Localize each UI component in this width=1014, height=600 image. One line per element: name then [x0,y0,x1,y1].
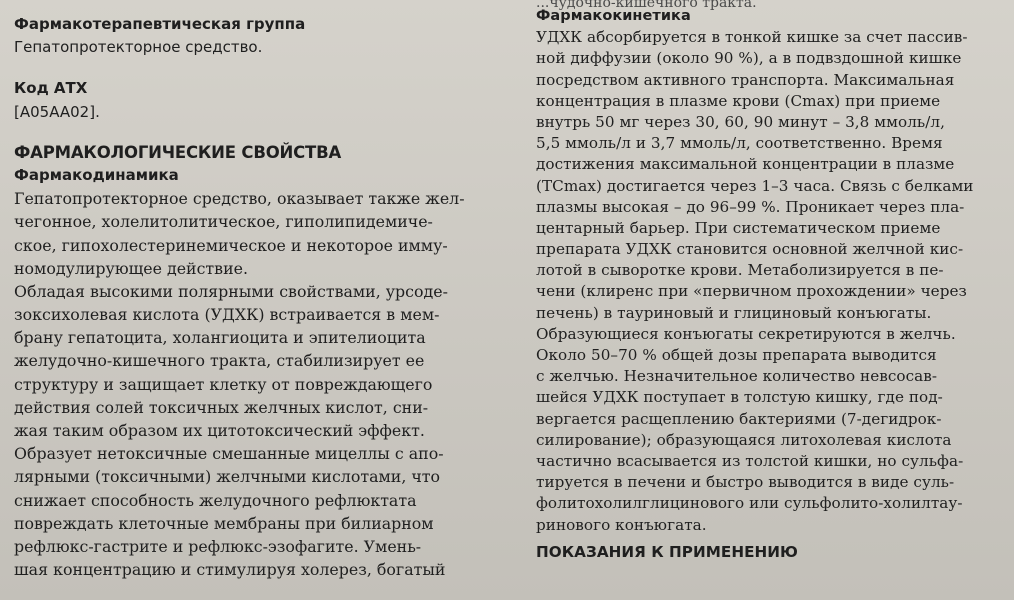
text-line: внутрь 50 мг через 30, 60, 90 минут – 3,8 ммоль/л, [536,112,945,131]
text-line: 5,5 ммоль/л и 3,7 ммоль/л, соответственно. Время [536,134,943,153]
pharmacotherapeutic-group-heading: Фармакотерапевтическая группа [14,15,306,33]
pharmacodynamics-text [14,187,496,581]
left-column [14,0,496,600]
text-line: частично всасывается из толстой кишки, но сульфа- [536,451,964,470]
text-line: плазмы высокая – до 96–99 %. Проникает через пла- [536,197,965,216]
text-line: фолитохолилглицинового или сульфолито-холилтау- [536,494,963,513]
text-line: чегонное, холелитолитическое, гиполипидемиче- [14,212,433,232]
cut-off-top-line: ...чудочно-кишечного тракта. [536,0,757,11]
pharmacotherapeutic-group-value: Гепатопротекторное средство. [14,38,263,57]
text-line: шейся УДХК поступает в толстую кишку, где под- [536,388,943,407]
text-line: Около 50–70 % общей дозы препарата выводится [536,346,937,364]
text-line: силирование); образующаяся литохолевая кислота [536,430,952,449]
text-line: жая таким образом их цитотоксический эффект. [14,421,425,440]
text-line: рефлюкс-гастрите и рефлюкс-эзофагите. Умень- [14,536,422,556]
text-line: номодулирующее действие. [14,258,248,278]
text-line: ское, гипохолестеринемическое и некоторое имму- [14,235,448,255]
text-line: действия солей токсичных желчных кислот, сни- [14,397,429,417]
text-line: тируется в печени и быстро выводится в виде суль- [536,473,955,492]
pharmacokinetics-heading: Фармакокинетика [536,8,691,24]
text-line: ной диффузии (около 90 %), а в подвздошной кишке [536,49,962,68]
pharmacological-properties-heading: ФАРМАКОЛОГИЧЕСКИЕ СВОЙСТВА [14,142,342,162]
pharmacokinetics-text [536,27,1010,563]
text-line: ринового конъюгата. [536,515,707,534]
text-line: зоксихолевая кислота (УДХК) встраивается в мем- [14,305,440,325]
text-line: Образующиеся конъюгаты секретируются в желчь. [536,324,956,343]
text-line: концентрация в плазме крови (Cmax) при приеме [536,91,941,110]
pharmacodynamics-heading: Фармакодинамика [14,165,179,184]
text-line: снижает способность желудочного рефлюктата [14,490,417,510]
text-line: вергается расщеплению бактериями (7-дегидрок- [536,409,942,428]
text-line: структуру и защищает клетку от повреждающего [14,374,433,394]
text-line: лотой в сыворотке крови. Метаболизируется в пе- [536,261,944,280]
atc-code-value: [A05AA02]. [14,102,100,121]
text-line: шая концентрацию и стимулируя холерез, богатый [14,560,446,580]
text-line: желудочно-кишечного тракта, стабилизирует ее [14,351,425,371]
text-line: печень) в тауриновый и глициновый конъюгаты. [536,303,932,322]
text-line: Гепатопротекторное средство, оказывает также жел- [14,189,465,209]
text-line: повреждать клеточные мембраны при билиарном [14,513,434,533]
text-line: (TCmax) достигается через 1–3 часа. Связь с белками [536,176,974,195]
atc-code-heading: Код АТХ [14,79,88,98]
text-line: препарата УДХК становится основной желчной кис- [536,240,964,259]
text-line: чени (клиренс при «первичном прохождении» через [536,282,967,301]
text-line: посредством активного транспорта. Максимальная [536,70,955,89]
text-line: УДХК абсорбируется в тонкой кишке за счет пассив- [536,28,968,47]
right-column [536,0,1010,600]
text-line: лярными (токсичными) желчными кислотами, что [14,467,441,487]
text-line: брану гепатоцита, холангиоцита и эпителиоцита [14,328,426,348]
text-line: Образует нетоксичные смешанные мицеллы с апо- [14,444,444,464]
text-line: центарный барьер. При систематическом приеме [536,218,941,237]
text-line: достижения максимальной концентрации в плазме [536,155,955,174]
text-line: с желчью. Незначительное количество невсосав- [536,367,938,386]
indications-heading-cut: ПОКАЗАНИЯ К ПРИМЕНЕНИЮ [536,542,798,561]
text-line: Обладая высокими полярными свойствами, урсоде- [14,281,448,301]
